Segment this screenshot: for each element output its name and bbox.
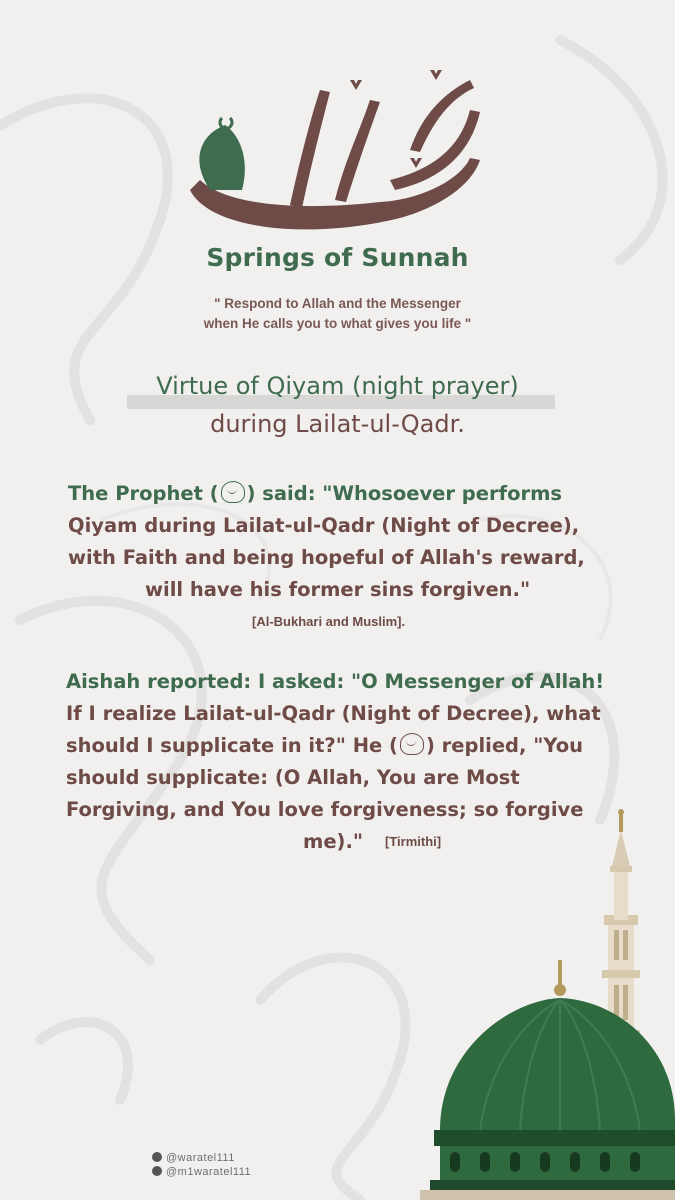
title-line-2: during Lailat-ul-Qadr. <box>210 410 465 438</box>
hadith2-line-6: me)." <box>303 830 364 853</box>
green-dome-mosque-illustration <box>420 800 675 1200</box>
honorific-calligraphy-icon <box>400 733 424 755</box>
twitter-handle: @m1waratel111 <box>152 1166 251 1178</box>
honorific-calligraphy-icon <box>221 481 245 503</box>
hadith1-line-2: Qiyam during Lailat-ul-Qadr (Night of Decree), <box>68 514 580 537</box>
hadith2-line-4: should supplicate: (O Allah, You are Most <box>66 766 520 789</box>
hadith1-reference: [Al-Bukhari and Muslim]. <box>252 614 406 629</box>
hadith1-line-1: The Prophet ( ) said: "Whosoever performs <box>68 482 563 505</box>
hadith1-line-3: with Faith and being hopeful of Allah's reward, <box>68 546 585 569</box>
hadith2-line-1: Aishah reported: I asked: "O Messenger of Allah! <box>66 670 605 693</box>
telegram-handle: @waratel111 <box>152 1152 235 1164</box>
hadith2-reference: [Tirmithi] <box>385 834 442 849</box>
brand-name: Springs of Sunnah <box>206 243 469 272</box>
quote-line-2: when He calls you to what gives you life " <box>203 316 472 331</box>
quote-line-1: " Respond to Allah and the Messenger <box>214 296 461 311</box>
hadith1-line-4: will have his former sins forgiven." <box>145 578 531 601</box>
hadith2-line-2: If I realize Lailat-ul-Qadr (Night of Decree), what <box>66 702 601 725</box>
arabic-calligraphy-logo <box>170 40 510 245</box>
hadith2-line-5: Forgiving, and You love forgiveness; so forgive <box>66 798 584 821</box>
hadith2-line-3: should I supplicate in it?" He ( ) replied, "You <box>66 734 583 757</box>
telegram-icon <box>152 1152 162 1162</box>
twitter-icon <box>152 1166 162 1176</box>
title-line-1: Virtue of Qiyam (night prayer) <box>156 372 519 400</box>
